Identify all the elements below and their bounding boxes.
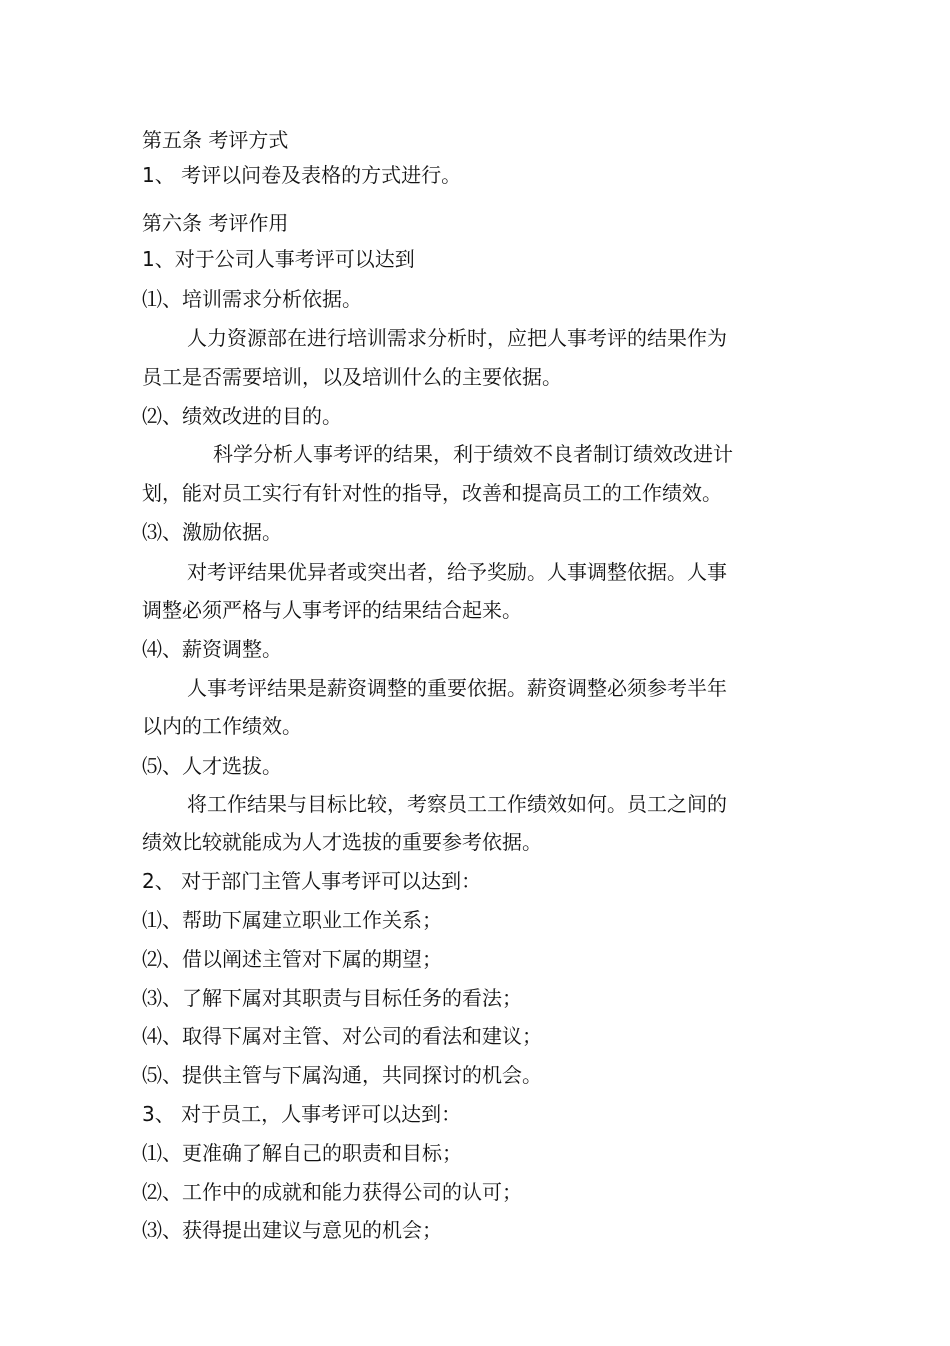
text-line: 2、 对于部门主管人事考评可以达到： (142, 869, 482, 893)
list-item: ⑴、帮助下属建立职业工作关系； (142, 908, 442, 932)
list-item: ⑴、更准确了解自己的职责和目标； (142, 1141, 462, 1165)
paragraph-line: 人力资源部在进行培训需求分析时，应把人事考评的结果作为 (187, 326, 727, 350)
paragraph-line: 划，能对员工实行有针对性的指导，改善和提高员工的工作绩效。 (142, 481, 722, 505)
text-line: ⑷、薪资调整。 (142, 637, 282, 661)
list-item: ⑵、借以阐述主管对下属的期望； (142, 947, 442, 971)
text-line: 1、对于公司人事考评可以达到 (142, 247, 415, 271)
paragraph-line: 将工作结果与目标比较，考察员工工作绩效如何。员工之间的 (187, 792, 727, 816)
list-item: ⑵、工作中的成就和能力获得公司的认可； (142, 1180, 522, 1204)
paragraph-line: 科学分析人事考评的结果，利于绩效不良者制订绩效改进计 (213, 442, 733, 466)
paragraph-line: 以内的工作绩效。 (142, 714, 302, 738)
text-line: ⑵、绩效改进的目的。 (142, 404, 342, 428)
paragraph-line: 绩效比较就能成为人才选拔的重要参考依据。 (142, 830, 542, 854)
article-6-heading: 第六条 考评作用 (142, 211, 289, 235)
list-item: ⑶、了解下属对其职责与目标任务的看法； (142, 986, 522, 1010)
text-line: 1、 考评以问卷及表格的方式进行。 (142, 163, 462, 187)
paragraph-line: 对考评结果优异者或突出者，给予奖励。人事调整依据。人事 (187, 560, 727, 584)
list-item: ⑶、获得提出建议与意见的机会； (142, 1218, 442, 1242)
text-line: ⑶、激励依据。 (142, 520, 282, 544)
paragraph-line: 员工是否需要培训，以及培训什么的主要依据。 (142, 365, 562, 389)
list-item: ⑷、取得下属对主管、对公司的看法和建议； (142, 1024, 542, 1048)
article-5-heading: 第五条 考评方式 (142, 128, 289, 152)
text-line: ⑴、培训需求分析依据。 (142, 287, 362, 311)
paragraph-line: 调整必须严格与人事考评的结果结合起来。 (142, 598, 522, 622)
text-line: ⑸、人才选拔。 (142, 754, 282, 778)
text-line: 3、 对于员工，人事考评可以达到： (142, 1102, 462, 1126)
paragraph-line: 人事考评结果是薪资调整的重要依据。薪资调整必须参考半年 (187, 676, 727, 700)
list-item: ⑸、提供主管与下属沟通，共同探讨的机会。 (142, 1063, 542, 1087)
